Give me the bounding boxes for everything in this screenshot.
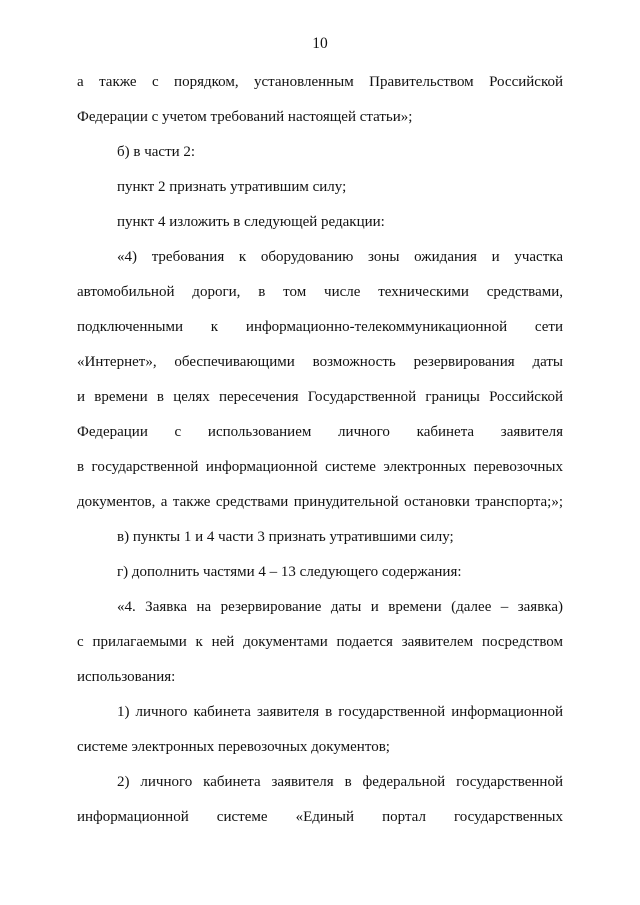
text-line-20: системе электронных перевозочных документов;: [77, 739, 390, 755]
page-number: 10: [312, 35, 328, 52]
text-line-3: б) в части 2:: [117, 144, 196, 160]
text-line-10: и времени в целях пересечения Государственной границы Российской: [77, 389, 563, 405]
text-line-18: использования:: [77, 669, 176, 685]
text-line-9: «Интернет», обеспечивающими возможность резервирования даты: [77, 354, 563, 370]
text-line-5: пункт 4 изложить в следующей редакции:: [117, 214, 385, 230]
text-line-21: 2) личного кабинета заявителя в федеральной государственной: [117, 774, 563, 790]
text-line-17: с прилагаемыми к ней документами подается заявителем посредством: [77, 634, 563, 650]
text-line-1: а также с порядком, установленным Правительством Российской: [77, 74, 563, 90]
text-line-2: Федерации с учетом требований настоящей статьи»;: [77, 109, 413, 125]
text-line-6: «4) требования к оборудованию зоны ожидания и участка: [117, 249, 563, 265]
text-line-13: документов, а также средствами принудительной остановки транспорта;»;: [77, 494, 563, 510]
text-line-12: в государственной информационной системе электронных перевозочных: [77, 459, 563, 475]
text-line-15: г) дополнить частями 4 – 13 следующего содержания:: [117, 564, 462, 580]
text-line-16: «4. Заявка на резервирование даты и времени (далее – заявка): [117, 599, 563, 615]
text-line-22: информационной системе «Единый портал государственных: [77, 809, 563, 825]
text-line-8: подключенными к информационно-телекоммуникационной сети: [77, 319, 563, 335]
text-line-19: 1) личного кабинета заявителя в государственной информационной: [117, 704, 563, 720]
text-line-14: в) пункты 1 и 4 части 3 признать утратившими силу;: [117, 529, 454, 545]
text-line-11: Федерации с использованием личного кабинета заявителя: [77, 424, 563, 440]
text-line-4: пункт 2 признать утратившим силу;: [117, 179, 347, 195]
text-line-7: автомобильной дороги, в том числе техническими средствами,: [77, 284, 563, 300]
